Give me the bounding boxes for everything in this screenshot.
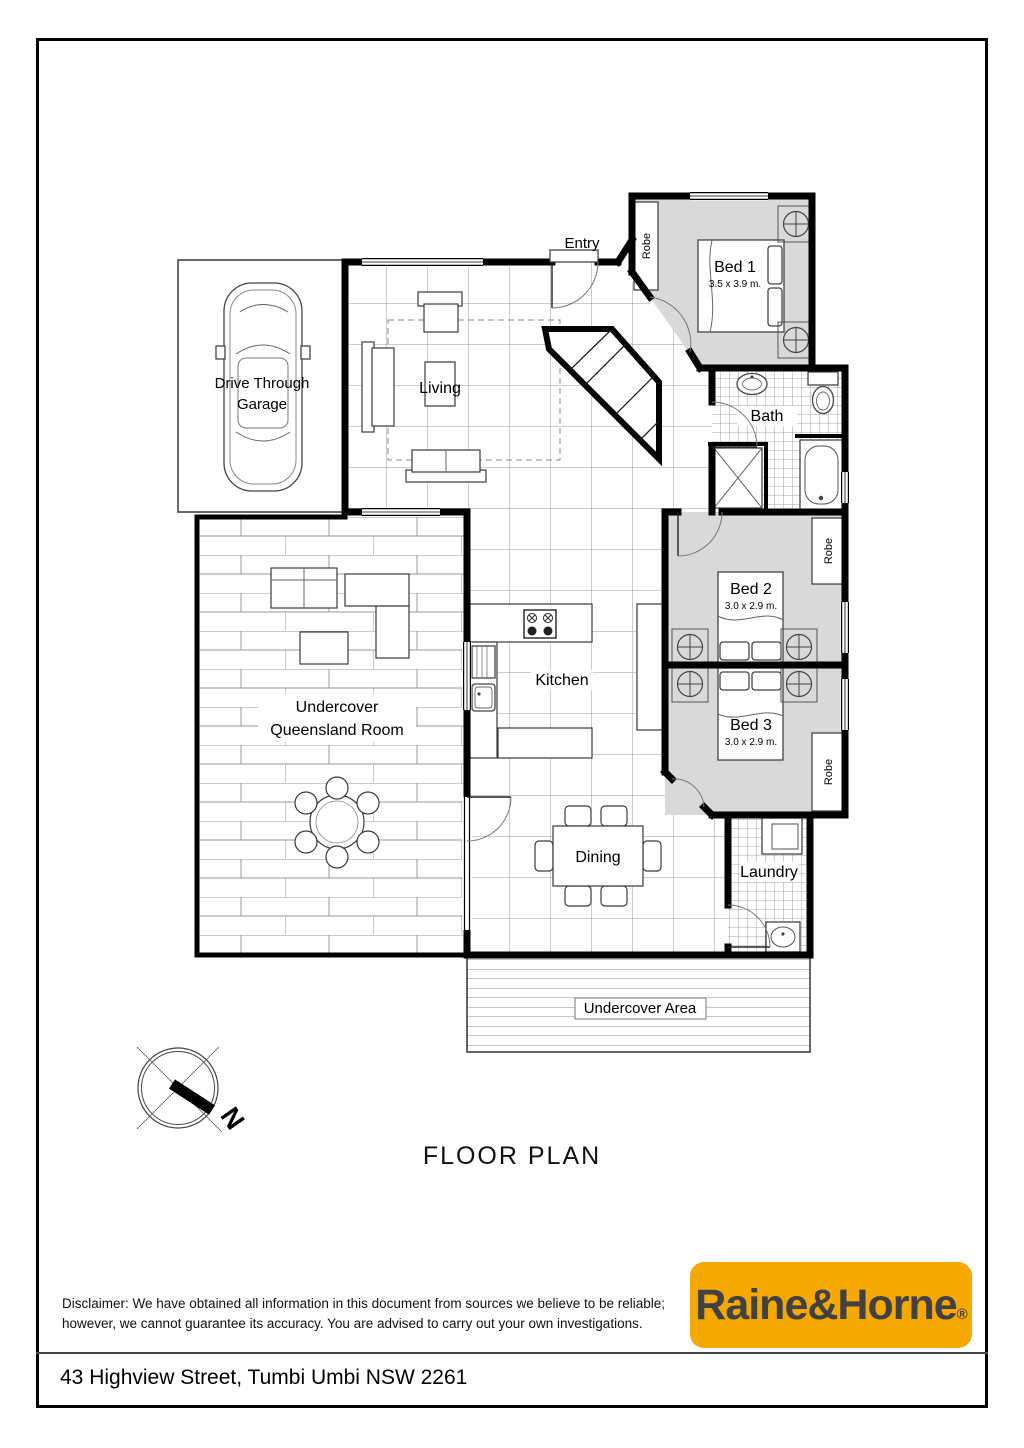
window bbox=[362, 259, 483, 266]
window bbox=[362, 509, 440, 516]
laundry-label: Laundry bbox=[740, 864, 798, 881]
bath-sink bbox=[737, 374, 767, 395]
compass-needle bbox=[172, 1084, 212, 1110]
bed1-robe-label: Robe bbox=[641, 232, 653, 260]
laundry-tub bbox=[766, 922, 800, 952]
queensland-label-line2: Queensland Room bbox=[270, 722, 404, 739]
compass-north-label: N bbox=[214, 1101, 251, 1135]
bed2-label: Bed 2 bbox=[730, 581, 772, 598]
disclaimer-line-1: Disclaimer: We have obtained all information in this document from sources we believe to be reliable; bbox=[62, 1296, 666, 1311]
stove bbox=[524, 610, 556, 638]
kitchen-sink bbox=[472, 684, 495, 711]
garage-label-line1: Drive Through bbox=[214, 375, 310, 392]
bed1-label: Bed 1 bbox=[714, 259, 756, 276]
window bbox=[842, 602, 849, 653]
property-address: 43 Highview Street, Tumbi Umbi NSW 2261 bbox=[60, 1366, 468, 1389]
window bbox=[842, 679, 849, 730]
living-label: Living bbox=[419, 380, 461, 397]
footer-divider bbox=[36, 1352, 988, 1354]
window bbox=[842, 472, 849, 503]
sliding-door bbox=[465, 797, 470, 930]
bed2-robe-label: Robe bbox=[823, 537, 835, 565]
queensland-label-line1: Undercover bbox=[295, 699, 379, 716]
floor-plan-title: FLOOR PLAN bbox=[422, 1142, 602, 1170]
linen-closet bbox=[714, 448, 762, 508]
registered-trademark-icon: ® bbox=[956, 1305, 967, 1323]
window bbox=[464, 642, 471, 710]
raine-and-horne-logo bbox=[690, 1262, 972, 1348]
undercover-area-label: Undercover Area bbox=[583, 1000, 697, 1017]
kitchen-label: Kitchen bbox=[535, 672, 589, 689]
washing-machine bbox=[762, 818, 802, 854]
bed1-dims: 3.5 x 3.9 m. bbox=[708, 279, 762, 290]
compass bbox=[137, 1047, 250, 1135]
bath-label: Bath bbox=[750, 408, 784, 425]
bed3-label: Bed 3 bbox=[730, 717, 772, 734]
disclaimer-line-2: however, we cannot guarantee its accuracy. You are advised to carry out your own investigations. bbox=[62, 1316, 643, 1331]
fridge bbox=[472, 646, 495, 678]
dining-label: Dining bbox=[575, 849, 621, 866]
disclaimer-text bbox=[62, 1294, 687, 1334]
garage bbox=[178, 260, 345, 512]
brand-name: Raine&Horne® bbox=[695, 1280, 967, 1329]
garage-label-line2: Garage bbox=[236, 396, 288, 413]
entry-label: Entry bbox=[564, 235, 600, 252]
undercover-area bbox=[467, 957, 810, 1052]
window bbox=[690, 193, 768, 200]
bathtub bbox=[800, 440, 843, 510]
bed3-robe-label: Robe bbox=[823, 758, 835, 786]
bed3-dims: 3.0 x 2.9 m. bbox=[724, 737, 778, 748]
bed2-dims: 3.0 x 2.9 m. bbox=[724, 601, 778, 612]
